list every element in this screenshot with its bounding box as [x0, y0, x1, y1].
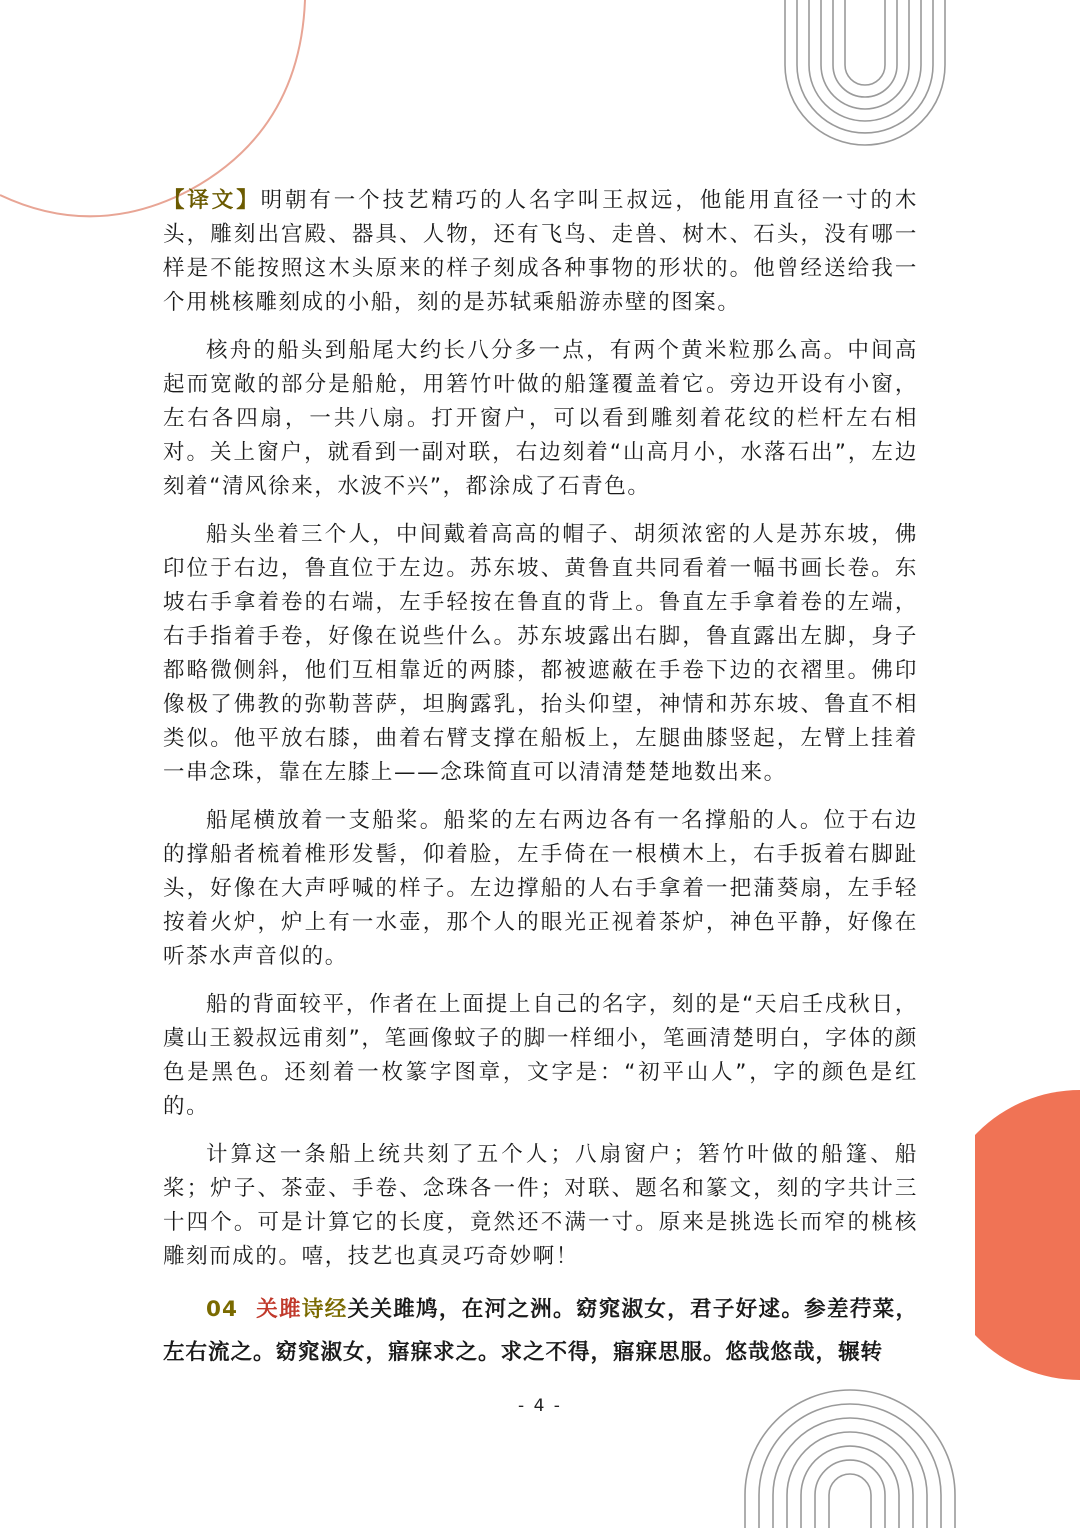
section-source: 诗经 — [301, 1297, 348, 1322]
section-number: 04 — [206, 1297, 238, 1322]
section-title: 关雎 — [255, 1297, 302, 1322]
translation-paragraph: 船头坐着三个人，中间戴着高高的帽子、胡须浓密的人是苏东坡，佛印位于右边，鲁直位于左边。苏东坡、黄鲁直共同看着一幅书画长卷。东坡右手拿着卷的右端，左手轻按在鲁直的背上。鲁直左手拿着卷的左端，右手指着手卷，好像在说些什么。苏东坡露出右脚，鲁直露出左脚，身子都略微侧斜，他们互相靠近的两膝，都被遮蔽在手卷下边的衣褶里。佛印像极了佛教的弥勒菩萨，坦胸露乳，抬头仰望，神情和苏东坡、鲁直不相类似。他平放右膝，曲着右臂支撑在船板上，左腿曲膝竖起，左臂上挂着一串念珠，靠在左膝上——念珠简直可以清清楚楚地数出来。 — [163, 522, 918, 785]
translation-paragraph: 计算这一条船上统共刻了五个人；八扇窗户；箬竹叶做的船篷、船桨；炉子、茶壶、手卷、念珠各一件；对联、题名和篆文，刻的字共计三十四个。可是计算它的长度，竟然还不满一寸。原来是挑选长而窄的桃核雕刻而成的。嘻，技艺也真灵巧奇妙啊！ — [163, 1142, 918, 1269]
translation-paragraph: 核舟的船头到船尾大约长八分多一点，有两个黄米粒那么高。中间高起而宽敞的部分是船舱，用箬竹叶做的船篷覆盖着它。旁边开设有小窗，左右各四扇，一共八扇。打开窗户，可以看到雕刻着花纹的栏杆左右相对。关上窗户，就看到一副对联，右边刻着“山高月小，水落石出”，左边刻着“清风徐来，水波不兴”，都涂成了石青色。 — [163, 338, 918, 499]
translation-paragraph: 船的背面较平，作者在上面提上自己的名字，刻的是“天启壬戌秋日，虞山王毅叔远甫刻”，笔画像蚊子的脚一样细小，笔画清楚明白，字体的颜色是黑色。还刻着一枚篆字图章，文字是：“初平山人”，字的颜色是红的。 — [163, 992, 918, 1119]
coral-circle-decoration — [975, 1085, 1080, 1385]
poem-section — [163, 1288, 918, 1374]
translation-label: 【译文】 — [163, 188, 261, 213]
page-number: - 4 - — [518, 1396, 562, 1416]
translation-intro-paragraph — [163, 184, 918, 320]
translation-paragraph: 船尾横放着一支船桨。船桨的左右两边各有一名撑船的人。位于右边的撑船者梳着椎形发髻，仰着脸，左手倚在一根横木上，右手扳着右脚趾头，好像在大声呼喊的样子。左边撑船的人右手拿着一把蒲葵扇，左手轻按着火炉，炉上有一水壶，那个人的眼光正视着茶炉，神色平静，好像在听茶水声音似的。 — [163, 808, 918, 969]
poem-text: 关关雎鸠，在河之洲。窈窕淑女，君子好逑。参差荇菜，左右流之。窈窕淑女，寤寐求之。求之不得，寤寐思服。悠哉悠哉，辗转 — [163, 1297, 918, 1365]
translation-intro-text: 明朝有一个技艺精巧的人名字叫王叔远，他能用直径一寸的木头，雕刻出宫殿、器具、人物，还有飞鸟、走兽、树木、石头，没有哪一样是不能按照这木头原来的样子刻成各种事物的形状的。他曾经送给我一个用桃核雕刻成的小船，刻的是苏轼乘船游赤壁的图案。 — [163, 188, 919, 315]
top-right-arch-decoration — [770, 0, 960, 160]
document-body — [163, 184, 918, 1396]
